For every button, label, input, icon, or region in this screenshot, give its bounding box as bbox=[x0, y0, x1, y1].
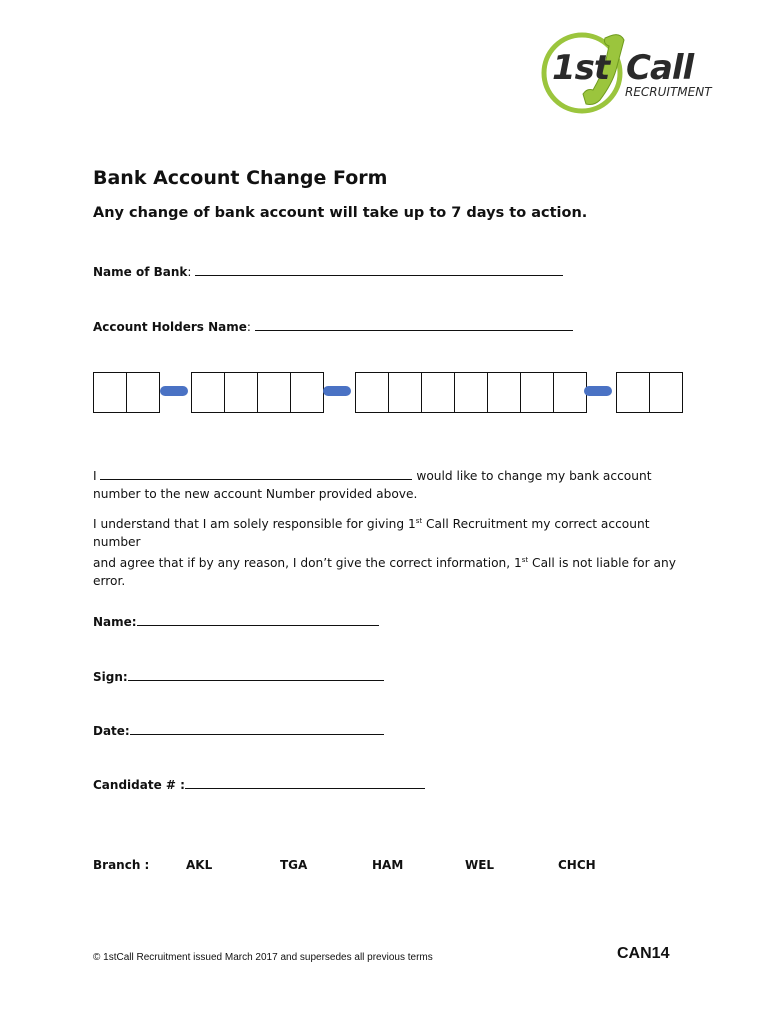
digit-box[interactable] bbox=[224, 372, 257, 413]
logo-1st-text: 1st bbox=[552, 48, 610, 88]
statement-p1-end: would like to change my bank account bbox=[416, 469, 652, 483]
name-of-bank-label: Name of Bank bbox=[93, 265, 188, 279]
separator-dash bbox=[323, 386, 351, 396]
statement-p1-line2: number to the new account Number provided above. bbox=[93, 487, 418, 501]
digit-box[interactable] bbox=[520, 372, 553, 413]
date-field[interactable] bbox=[130, 722, 384, 735]
branch-option-chch[interactable]: CHCH bbox=[558, 858, 596, 872]
digit-box[interactable] bbox=[454, 372, 487, 413]
account-holders-field[interactable] bbox=[255, 318, 573, 331]
digit-box[interactable] bbox=[616, 372, 649, 413]
name-field[interactable] bbox=[137, 613, 379, 626]
candidate-field[interactable] bbox=[185, 776, 425, 789]
liability-text-c: and agree that if by any reason, I don’t give the correct information, 1 bbox=[93, 556, 522, 571]
candidate-label: Candidate # : bbox=[93, 778, 185, 792]
liability-text-b: Call Recruitment my correct account number bbox=[93, 517, 650, 550]
digit-box[interactable] bbox=[421, 372, 454, 413]
digit-box[interactable] bbox=[257, 372, 290, 413]
superscript-st: st bbox=[521, 556, 529, 565]
branch-code-group bbox=[191, 372, 324, 413]
sign-field[interactable] bbox=[128, 668, 384, 681]
digit-box[interactable] bbox=[388, 372, 421, 413]
digit-box[interactable] bbox=[487, 372, 520, 413]
digit-box[interactable] bbox=[290, 372, 324, 413]
company-logo bbox=[540, 28, 730, 118]
branch-row bbox=[93, 858, 693, 876]
name-row bbox=[93, 613, 379, 629]
change-request-statement bbox=[93, 467, 693, 503]
digit-box[interactable] bbox=[191, 372, 224, 413]
name-label: Name: bbox=[93, 615, 137, 629]
liability-statement bbox=[93, 512, 693, 590]
branch-option-tga[interactable]: TGA bbox=[280, 858, 308, 872]
digit-box[interactable] bbox=[553, 372, 587, 413]
account-body-group bbox=[355, 372, 587, 413]
branch-label: Branch : bbox=[93, 858, 150, 872]
logo-call-text: Call bbox=[626, 48, 694, 88]
digit-box[interactable] bbox=[355, 372, 388, 413]
digit-box[interactable] bbox=[126, 372, 160, 413]
date-row bbox=[93, 722, 384, 738]
sign-label: Sign: bbox=[93, 670, 128, 684]
sign-row bbox=[93, 668, 384, 684]
branch-option-akl[interactable]: AKL bbox=[186, 858, 213, 872]
branch-option-wel[interactable]: WEL bbox=[465, 858, 495, 872]
form-code: CAN14 bbox=[617, 945, 670, 962]
account-holders-row: Account Holders Name: bbox=[93, 318, 573, 334]
statement-i: I bbox=[93, 469, 97, 483]
date-label: Date: bbox=[93, 724, 130, 738]
logo-recruitment-text: RECRUITMENT bbox=[625, 85, 712, 99]
name-of-bank-field[interactable] bbox=[195, 263, 563, 276]
statement-name-field[interactable] bbox=[100, 467, 412, 480]
candidate-row bbox=[93, 776, 425, 792]
form-title: Bank Account Change Form bbox=[93, 167, 388, 189]
superscript-st: st bbox=[415, 517, 423, 525]
form-subtitle: Any change of bank account will take up to 7 days to action. bbox=[93, 205, 588, 221]
bank-code-group bbox=[93, 372, 160, 413]
liability-text-a: I understand that I am solely responsible for giving 1 bbox=[93, 517, 416, 532]
branch-option-ham[interactable]: HAM bbox=[372, 858, 404, 872]
separator-dash bbox=[160, 386, 188, 396]
separator-dash bbox=[584, 386, 612, 396]
name-of-bank-row: Name of Bank: bbox=[93, 263, 563, 279]
digit-box[interactable] bbox=[93, 372, 126, 413]
suffix-group bbox=[616, 372, 683, 413]
digit-box[interactable] bbox=[649, 372, 683, 413]
footer-notice: © 1stCall Recruitment issued March 2017 and supersedes all previous terms bbox=[93, 952, 433, 963]
account-holders-label: Account Holders Name bbox=[93, 320, 247, 334]
liability-text-d: Call is not liable for any error. bbox=[93, 556, 676, 589]
